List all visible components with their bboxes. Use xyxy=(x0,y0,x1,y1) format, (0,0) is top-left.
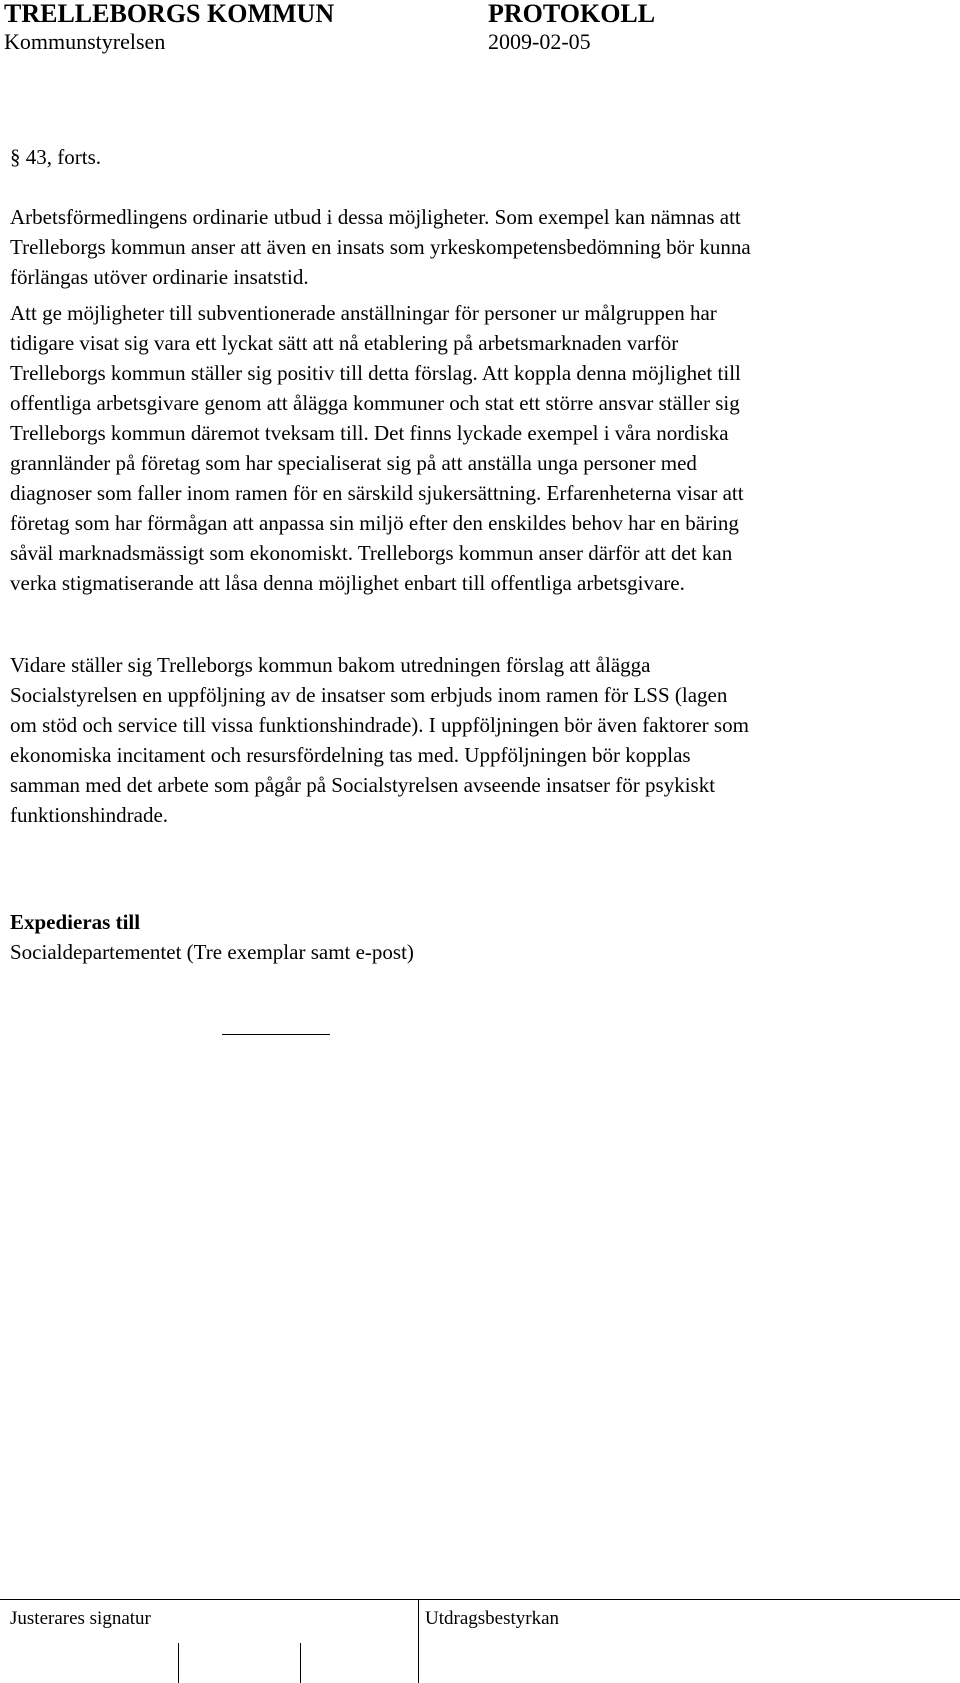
meeting-date: 2009-02-05 xyxy=(488,29,591,54)
text-line: funktionshindrade. xyxy=(10,803,169,827)
text-line: företag som har förmågan att anpassa sin miljö efter den enskildes behov har en bäring xyxy=(10,511,739,535)
committee-name: Kommunstyrelsen xyxy=(4,29,166,54)
text-line: såväl marknadsmässigt som ekonomiskt. Trelleborgs kommun anser därför att det kan xyxy=(10,541,733,565)
text-line: tidigare visat sig vara ett lyckat sätt att nå etablering på arbetsmarknaden varför xyxy=(10,331,679,355)
text-line: förlängas utöver ordinarie insatstid. xyxy=(10,265,309,289)
text-line: Trelleborgs kommun däremot tveksam till. Det finns lyckade exempel i våra nordiska xyxy=(10,421,729,445)
signature-box-divider xyxy=(178,1643,179,1683)
text-line: diagnoser som faller inom ramen för en särskild sjukersättning. Erfarenheterna visar att xyxy=(10,481,744,505)
footer-rule xyxy=(0,1599,960,1600)
certification-label: Utdragsbestyrkan xyxy=(425,1608,560,1629)
paragraph-3 xyxy=(10,650,950,830)
text-line: Arbetsförmedlingens ordinarie utbud i dessa möjligheter. Som exempel kan nämnas att xyxy=(10,205,741,229)
text-line: om stöd och service till vissa funktionshindrade). I uppföljningen bör även faktorer som xyxy=(10,713,749,737)
text-line: verka stigmatiserande att låsa denna möjlighet enbart till offentliga arbetsgivare. xyxy=(10,571,685,595)
footer-column-divider xyxy=(418,1600,419,1683)
text-line: ekonomiska incitament och resursfördelning tas med. Uppföljningen bör kopplas xyxy=(10,743,691,767)
distribution-heading: Expedieras till xyxy=(10,910,141,934)
text-line: Trelleborgs kommun ställer sig positiv till detta förslag. Att koppla denna möjlighet till xyxy=(10,361,741,385)
document-type: PROTOKOLL xyxy=(488,0,656,28)
distribution-recipient: Socialdepartementet (Tre exemplar samt e-post) xyxy=(10,940,414,964)
signature-label: Justerares signatur xyxy=(10,1608,151,1629)
text-line: offentliga arbetsgivare genom att ålägga kommuner och stat ett större ansvar ställer sig xyxy=(10,391,740,415)
text-line: Vidare ställer sig Trelleborgs kommun bakom utredningen förslag att ålägga xyxy=(10,653,651,677)
signature-box-divider xyxy=(300,1643,301,1683)
text-line: Socialstyrelsen en uppföljning av de insatser som erbjuds inom ramen för LSS (lagen xyxy=(10,683,728,707)
end-rule xyxy=(222,1034,330,1035)
paragraph-2 xyxy=(10,298,950,598)
text-line: samman med det arbete som pågår på Socialstyrelsen avseende insatser för psykiskt xyxy=(10,773,716,797)
text-line: grannländer på företag som har specialiserat sig på att anställa unga personer med xyxy=(10,451,697,475)
text-line: Trelleborgs kommun anser att även en insats som yrkeskompetensbedömning bör kunna xyxy=(10,235,751,259)
organization-name: TRELLEBORGS KOMMUN xyxy=(4,0,335,28)
paragraph-1 xyxy=(10,202,950,292)
section-number: § 43, forts. xyxy=(10,145,101,169)
text-line: Att ge möjligheter till subventionerade anställningar för personer ur målgruppen har xyxy=(10,301,717,325)
